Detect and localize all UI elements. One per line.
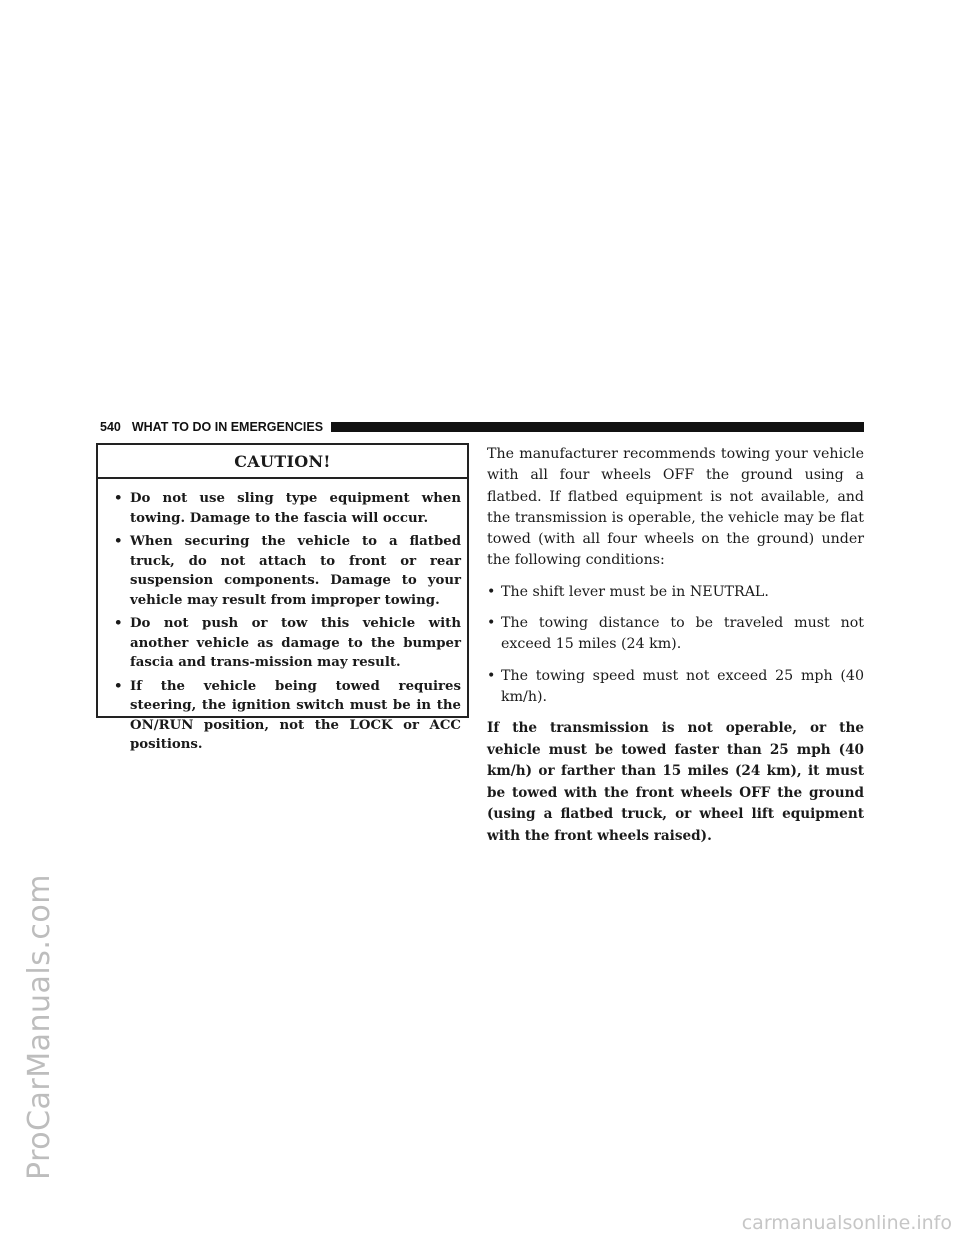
caution-list — [98, 479, 467, 755]
caution-title: CAUTION! — [98, 445, 467, 479]
side-watermark: ProCarManuals.com — [22, 873, 57, 1180]
caution-item: • Do not push or tow this vehicle with another vehicle as damage to the bumper fascia and trans-mission may result. — [112, 614, 461, 673]
condition-item: • The towing distance to be traveled must not exceed 15 miles (24 km). — [487, 613, 864, 656]
intro-paragraph: The manufacturer recommends towing your vehicle with all four wheels OFF the ground using a flatbed. If flatbed equipment is not available, and the transmission is operable, the vehicle may be flat towed (with all four wheels on the ground) under the following conditions: — [487, 446, 864, 569]
warning-paragraph: If the transmission is not operable, or the vehicle must be towed faster than 25 mph (40 km/h) or farther than 15 miles (24 km), it must be towed with the front wheels OFF the ground (using a flatbed truck, or wheel lift equipment with the front wheels raised). — [487, 720, 864, 844]
towing-text-column — [487, 444, 864, 857]
section-title: WHAT TO DO IN EMERGENCIES — [131, 420, 324, 434]
condition-item: • The towing speed must not exceed 25 mph (40 km/h). — [487, 666, 864, 709]
conditions-list — [487, 582, 864, 708]
caution-item: • Do not use sling type equipment when towing. Damage to the fascia will occur. — [112, 489, 461, 528]
header-rule — [331, 422, 864, 432]
bottom-watermark: carmanualsonline.info — [741, 1212, 952, 1234]
page-header — [100, 418, 864, 436]
caution-item: • When securing the vehicle to a flatbed truck, do not attach to front or rear suspension components. Damage to your vehicle may result from improper towing. — [112, 532, 461, 610]
caution-box — [96, 443, 469, 752]
condition-item: • The shift lever must be in NEUTRAL. — [487, 582, 864, 603]
page-number: 540 — [100, 420, 121, 434]
caution-item: • If the vehicle being towed requires steering, the ignition switch must be in the ON/RUN position, not the LOCK or ACC positions. — [112, 677, 461, 755]
